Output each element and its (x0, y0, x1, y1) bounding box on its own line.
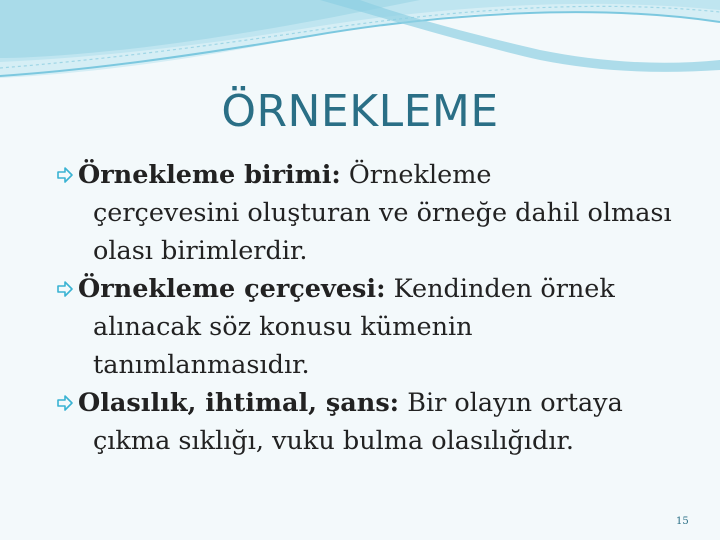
bullet-term: Örnekleme birimi: (78, 160, 341, 190)
bullet-continuation: çerçevesini oluşturan ve örneğe dahil olması (93, 198, 672, 228)
hollow-arrow-icon (56, 280, 74, 298)
bullet-text: Örnekleme (340, 160, 492, 190)
bullet-item-probability (56, 384, 696, 460)
bullet-continuation: alınacak söz konusu kümenin (93, 312, 473, 342)
bullet-text: Bir olayın ortaya (399, 388, 623, 418)
bullet-continuation: tanımlanmasıdır. (93, 350, 310, 380)
bullet-continuation: olası birimlerdir. (93, 236, 308, 266)
bullet-term: Olasılık, ihtimal, şans: (78, 388, 400, 418)
bullet-term: Örnekleme çerçevesi: (78, 274, 386, 304)
hollow-arrow-icon (56, 166, 74, 184)
hollow-arrow-icon (56, 394, 74, 412)
bullet-continuation: çıkma sıklığı, vuku bulma olasılığıdır. (93, 426, 574, 456)
bullet-item-sampling-frame (56, 270, 696, 384)
bullet-text: Kendinden örnek (385, 274, 615, 304)
header-wave-decoration (0, 0, 720, 90)
bullet-list (56, 156, 696, 460)
page-number: 15 (676, 516, 689, 527)
bullet-item-sampling-unit (56, 156, 696, 270)
slide-title: ÖRNEKLEME (221, 86, 499, 137)
